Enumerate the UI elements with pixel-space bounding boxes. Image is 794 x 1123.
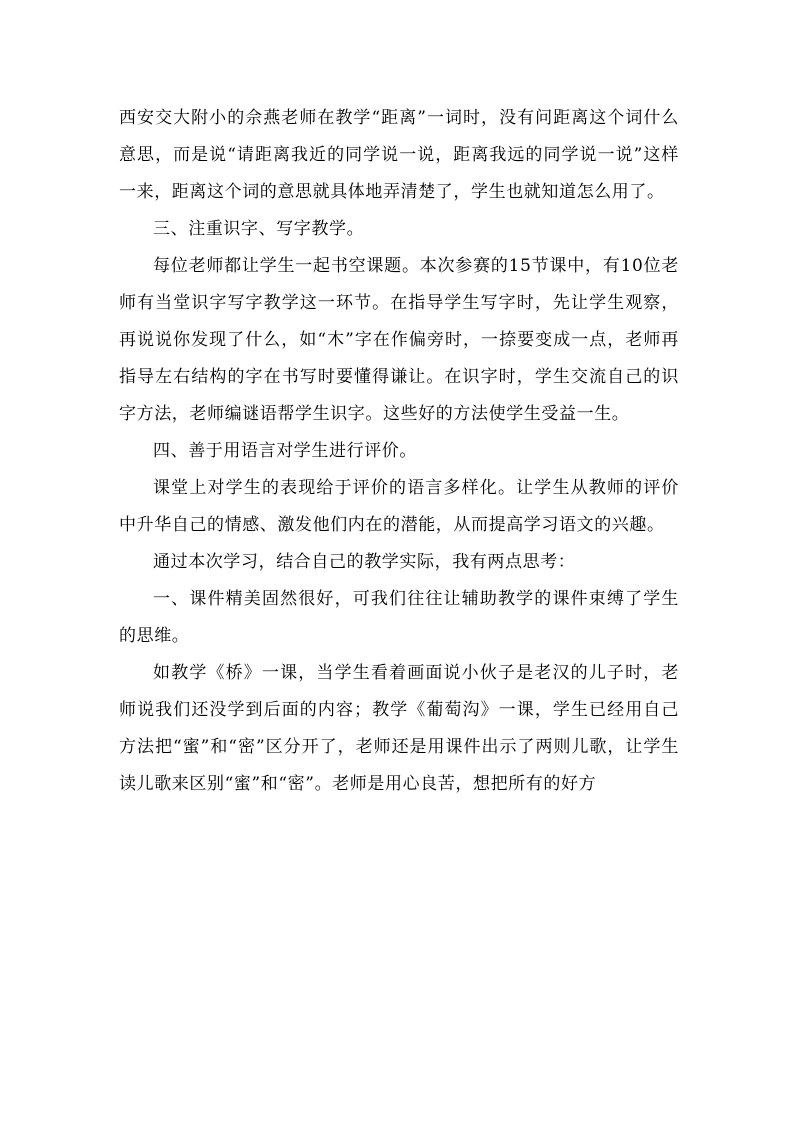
document-body <box>119 100 679 803</box>
paragraph-language-evaluation: 课堂上对学生的表现给于评价的语言多样化。让学生从教师的评价中升华自己的情感、激发他们内在的潜能，从而提高学习语文的兴趣。 <box>119 478 679 535</box>
heading-courseware-reflection: 一、课件精美固然很好，可我们往往让辅助教学的课件束缚了学生的思维。 <box>119 589 679 646</box>
paragraph-literacy-writing: 每位老师都让学生一起书空课题。本次参赛的15节课中，有10位老师有当堂识字写字教学这一环节。在指导学生写字时，先让学生观察，再说说你发现了什么，如“木”字在作偏旁时，一捺要变成一点，老师再指导左右结构的字在书写时要懂得谦让。在识字时，学生交流自己的识字方法，老师编谜语帮学生识字。这些好的方法使学生受益一生。 <box>119 256 679 424</box>
paragraph-reflection-intro: 通过本次学习，结合自己的教学实际，我有两点思考： <box>153 552 576 572</box>
heading-literacy-writing: 三、注重识字、写字教学。 <box>153 219 365 239</box>
paragraph-courseware-example: 如教学《桥》一课，当学生看着画面说小伙子是老汉的儿子时，老师说我们还没学到后面的内容；教学《葡萄沟》一课，学生已经用自己方法把“蜜”和“密”区分开了，老师还是用课件出示了两则儿歌，让学生读儿歌来区别“蜜”和“密”。老师是用心良苦，想把所有的好方 <box>119 663 679 794</box>
heading-language-evaluation: 四、善于用语言对学生进行评价。 <box>153 441 417 461</box>
paragraph-distance-example: 西安交大附小的佘燕老师在教学“距离”一词时，没有问距离这个词什么意思，而是说“请距离我近的同学说一说，距离我远的同学说一说”这样一来，距离这个词的意思就具体地弄清楚了，学生也就知道怎么用了。 <box>119 108 679 202</box>
